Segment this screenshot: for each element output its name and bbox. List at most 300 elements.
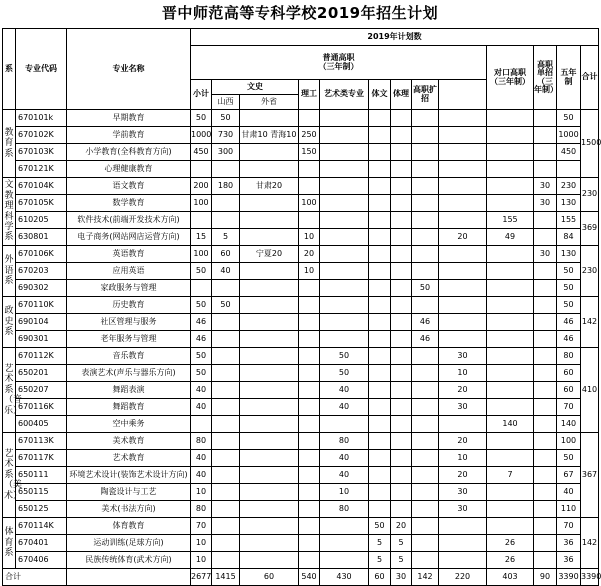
value-cell-sub: 10 (191, 484, 212, 501)
value-cell-dz (487, 178, 534, 195)
value-cell-sx: 300 (212, 144, 240, 161)
value-cell-tl (391, 484, 412, 501)
value-cell-tw (369, 484, 391, 501)
major-name-cell: 表演艺术(声乐与器乐方向) (67, 365, 191, 382)
value-cell-sx (212, 501, 240, 518)
value-cell-tl (391, 314, 412, 331)
header-code: 专业代码 (16, 29, 67, 110)
value-cell-out (240, 229, 299, 246)
value-cell-kz (412, 518, 439, 535)
value-cell-ys (320, 178, 369, 195)
value-cell-hj: 40 (557, 484, 581, 501)
value-cell-dz (487, 433, 534, 450)
value-cell-sx: 50 (212, 110, 240, 127)
value-cell-dz (487, 110, 534, 127)
value-cell-hj (557, 161, 581, 178)
value-cell-dz (487, 280, 534, 297)
value-cell-out (240, 484, 299, 501)
value-cell-out (240, 280, 299, 297)
value-cell-sub: 50 (191, 263, 212, 280)
value-cell-hj: 36 (557, 552, 581, 569)
value-cell-ys: 40 (320, 399, 369, 416)
value-cell-tw (369, 399, 391, 416)
value-cell-wn (534, 399, 557, 416)
value-cell-sub: 10 (191, 552, 212, 569)
value-cell-dz (487, 501, 534, 518)
value-cell-dk (439, 416, 487, 433)
value-cell-sub: 1000 (191, 127, 212, 144)
totals-label: 合计 (3, 569, 67, 586)
value-cell-wn (534, 110, 557, 127)
major-code-cell: 670105K (16, 195, 67, 212)
totals-blank (67, 569, 191, 586)
value-cell-hj: 84 (557, 229, 581, 246)
totals-cell-dk: 220 (439, 569, 487, 586)
value-cell-out (240, 161, 299, 178)
value-cell-wn (534, 144, 557, 161)
value-cell-wn: 30 (534, 246, 557, 263)
value-cell-ys (320, 314, 369, 331)
value-cell-sx: 5 (212, 229, 240, 246)
header-tili: 体理 (391, 80, 412, 110)
major-name-cell: 舞蹈教育 (67, 399, 191, 416)
major-code-cell: 670101k (16, 110, 67, 127)
value-cell-sx: 180 (212, 178, 240, 195)
value-cell-tl (391, 399, 412, 416)
dept-total-cell: 142 (581, 297, 599, 348)
value-cell-out (240, 348, 299, 365)
dept-total-cell: 1500 (581, 110, 599, 178)
major-name-cell: 环境艺术设计(装饰艺术设计方向) (67, 467, 191, 484)
value-cell-dz (487, 297, 534, 314)
header-tiwen: 体文 (369, 80, 391, 110)
value-cell-sx (212, 399, 240, 416)
value-cell-sx (212, 518, 240, 535)
major-name-cell: 英语教育 (67, 246, 191, 263)
major-name-cell: 美术(书法方向) (67, 501, 191, 518)
table-row (3, 297, 599, 314)
value-cell-ys: 40 (320, 450, 369, 467)
value-cell-kz (412, 195, 439, 212)
totals-cell-hj: 3390 (557, 569, 581, 586)
value-cell-dk (439, 280, 487, 297)
value-cell-out (240, 297, 299, 314)
value-cell-sub: 200 (191, 178, 212, 195)
value-cell-wn (534, 229, 557, 246)
value-cell-tl: 5 (391, 552, 412, 569)
value-cell-ys: 80 (320, 501, 369, 518)
value-cell-hj: 1000 (557, 127, 581, 144)
value-cell-lg (299, 467, 320, 484)
table-row (3, 501, 599, 518)
value-cell-wn (534, 450, 557, 467)
major-name-cell: 运动训练(足球方向) (67, 535, 191, 552)
value-cell-kz (412, 246, 439, 263)
value-cell-tw (369, 450, 391, 467)
value-cell-ys (320, 161, 369, 178)
value-cell-wn (534, 297, 557, 314)
major-name-cell: 体育教育 (67, 518, 191, 535)
value-cell-tw (369, 161, 391, 178)
value-cell-out (240, 331, 299, 348)
major-name-cell: 舞蹈表演 (67, 382, 191, 399)
value-cell-wn (534, 501, 557, 518)
header-major: 专业名称 (67, 29, 191, 110)
major-name-cell: 音乐教育 (67, 348, 191, 365)
value-cell-dz: 140 (487, 416, 534, 433)
value-cell-tw (369, 501, 391, 518)
header-wenshi: 文史 (212, 80, 299, 95)
value-cell-tl (391, 365, 412, 382)
major-name-cell: 家政服务与管理 (67, 280, 191, 297)
value-cell-hj: 50 (557, 450, 581, 467)
value-cell-kz (412, 297, 439, 314)
major-name-cell: 早期教育 (67, 110, 191, 127)
table-row (3, 144, 599, 161)
value-cell-tw (369, 212, 391, 229)
value-cell-out: 宁夏20 (240, 246, 299, 263)
dept-cell: 艺术系（音乐） (3, 348, 16, 433)
value-cell-kz (412, 263, 439, 280)
value-cell-tw (369, 314, 391, 331)
value-cell-hj: 140 (557, 416, 581, 433)
value-cell-kz (412, 229, 439, 246)
value-cell-ys (320, 246, 369, 263)
value-cell-ys (320, 535, 369, 552)
value-cell-sub: 450 (191, 144, 212, 161)
value-cell-hj: 230 (557, 178, 581, 195)
value-cell-lg (299, 501, 320, 518)
table-row (3, 348, 599, 365)
table-body (3, 110, 599, 586)
value-cell-ys (320, 416, 369, 433)
value-cell-tl (391, 348, 412, 365)
major-name-cell: 心理健康教育 (67, 161, 191, 178)
value-cell-kz (412, 433, 439, 450)
value-cell-out (240, 552, 299, 569)
value-cell-sx (212, 195, 240, 212)
value-cell-kz: 46 (412, 331, 439, 348)
value-cell-sub (191, 212, 212, 229)
table-row (3, 433, 599, 450)
value-cell-tw (369, 144, 391, 161)
major-code-cell: 670121K (16, 161, 67, 178)
value-cell-ys: 80 (320, 433, 369, 450)
value-cell-lg (299, 484, 320, 501)
value-cell-lg (299, 110, 320, 127)
value-cell-dk: 30 (439, 484, 487, 501)
value-cell-hj: 155 (557, 212, 581, 229)
dept-cell: 政史系 (3, 297, 16, 348)
value-cell-wn: 30 (534, 195, 557, 212)
value-cell-out (240, 535, 299, 552)
major-code-cell: 670112K (16, 348, 67, 365)
value-cell-lg (299, 518, 320, 535)
header-duikou: 对口高职 （三年制） (487, 46, 534, 110)
major-name-cell: 历史教育 (67, 297, 191, 314)
value-cell-dk: 20 (439, 433, 487, 450)
value-cell-dz: 155 (487, 212, 534, 229)
value-cell-out (240, 212, 299, 229)
value-cell-ys (320, 280, 369, 297)
value-cell-dk (439, 144, 487, 161)
value-cell-dz (487, 399, 534, 416)
table-row (3, 195, 599, 212)
value-cell-sub: 100 (191, 195, 212, 212)
value-cell-ys (320, 297, 369, 314)
value-cell-ys (320, 195, 369, 212)
table-row (3, 246, 599, 263)
value-cell-tw (369, 246, 391, 263)
value-cell-tw (369, 331, 391, 348)
value-cell-wn: 30 (534, 178, 557, 195)
value-cell-ys (320, 552, 369, 569)
table-row (3, 399, 599, 416)
value-cell-dk: 30 (439, 501, 487, 518)
value-cell-sub: 46 (191, 314, 212, 331)
value-cell-sub (191, 161, 212, 178)
major-code-cell: 670401 (16, 535, 67, 552)
value-cell-dz (487, 246, 534, 263)
value-cell-hj: 450 (557, 144, 581, 161)
value-cell-tw (369, 416, 391, 433)
value-cell-dz: 49 (487, 229, 534, 246)
value-cell-out (240, 518, 299, 535)
value-cell-wn (534, 484, 557, 501)
value-cell-wn (534, 127, 557, 144)
value-cell-sub (191, 416, 212, 433)
value-cell-lg (299, 297, 320, 314)
value-cell-hj: 46 (557, 314, 581, 331)
header-subtotal: 小计 (191, 80, 212, 110)
value-cell-dz (487, 348, 534, 365)
value-cell-hj: 80 (557, 348, 581, 365)
value-cell-lg (299, 450, 320, 467)
major-code-cell: 670113K (16, 433, 67, 450)
value-cell-wn (534, 263, 557, 280)
table-row (3, 314, 599, 331)
table-row (3, 552, 599, 569)
value-cell-dz (487, 263, 534, 280)
value-cell-lg: 150 (299, 144, 320, 161)
value-cell-wn (534, 365, 557, 382)
value-cell-tl (391, 382, 412, 399)
value-cell-wn (534, 552, 557, 569)
value-cell-dk (439, 297, 487, 314)
value-cell-sx (212, 161, 240, 178)
value-cell-wn (534, 518, 557, 535)
value-cell-kz (412, 161, 439, 178)
totals-cell-out: 60 (240, 569, 299, 586)
value-cell-hj: 36 (557, 535, 581, 552)
totals-cell-kz: 142 (412, 569, 439, 586)
major-name-cell: 语文教育 (67, 178, 191, 195)
value-cell-dk: 20 (439, 467, 487, 484)
table-row (3, 229, 599, 246)
value-cell-wn (534, 433, 557, 450)
value-cell-sub: 40 (191, 450, 212, 467)
value-cell-sub: 80 (191, 501, 212, 518)
value-cell-hj: 50 (557, 280, 581, 297)
major-code-cell: 670102K (16, 127, 67, 144)
value-cell-dk (439, 518, 487, 535)
header-general-vocational: 普通高职 （三年制） (191, 46, 487, 80)
table-header (3, 29, 599, 110)
dept-cell: 艺术系（美术） (3, 433, 16, 518)
value-cell-tw (369, 195, 391, 212)
header-five-year: 五年制 (557, 46, 581, 110)
table-row (3, 416, 599, 433)
major-code-cell: 670103K (16, 144, 67, 161)
major-code-cell: 600405 (16, 416, 67, 433)
value-cell-wn (534, 314, 557, 331)
major-code-cell: 670406 (16, 552, 67, 569)
value-cell-kz: 46 (412, 314, 439, 331)
table-row (3, 450, 599, 467)
value-cell-out (240, 416, 299, 433)
value-cell-dz (487, 195, 534, 212)
value-cell-sx (212, 535, 240, 552)
header-shanxi: 山西 (212, 95, 240, 110)
value-cell-out (240, 450, 299, 467)
value-cell-sub: 100 (191, 246, 212, 263)
value-cell-hj: 60 (557, 365, 581, 382)
value-cell-hj: 50 (557, 110, 581, 127)
totals-cell-sx: 1415 (212, 569, 240, 586)
value-cell-lg (299, 280, 320, 297)
value-cell-tl (391, 501, 412, 518)
header-art: 艺术类专业 (320, 80, 369, 110)
value-cell-kz (412, 450, 439, 467)
value-cell-dk (439, 552, 487, 569)
value-cell-hj: 100 (557, 433, 581, 450)
totals-cell-wn: 90 (534, 569, 557, 586)
value-cell-lg: 250 (299, 127, 320, 144)
table-row (3, 382, 599, 399)
header-plan-group: 2019年计划数 (191, 29, 599, 46)
value-cell-sx (212, 552, 240, 569)
totals-cell-sub: 2677 (191, 569, 212, 586)
value-cell-hj: 130 (557, 246, 581, 263)
value-cell-ys: 50 (320, 365, 369, 382)
value-cell-tw (369, 110, 391, 127)
major-code-cell: 650125 (16, 501, 67, 518)
value-cell-sx (212, 331, 240, 348)
value-cell-lg (299, 178, 320, 195)
value-cell-wn (534, 467, 557, 484)
value-cell-dz: 26 (487, 535, 534, 552)
value-cell-tl (391, 450, 412, 467)
totals-grand-cell: 3390 (581, 569, 599, 586)
value-cell-sx (212, 416, 240, 433)
major-name-cell: 美术教育 (67, 433, 191, 450)
value-cell-dk (439, 246, 487, 263)
value-cell-sx: 60 (212, 246, 240, 263)
dept-cell: 外语系 (3, 246, 16, 297)
value-cell-sx (212, 280, 240, 297)
value-cell-tl (391, 195, 412, 212)
value-cell-lg (299, 314, 320, 331)
value-cell-tl (391, 229, 412, 246)
value-cell-sx (212, 314, 240, 331)
value-cell-tw (369, 178, 391, 195)
value-cell-lg (299, 212, 320, 229)
value-cell-wn (534, 416, 557, 433)
value-cell-tw: 50 (369, 518, 391, 535)
value-cell-hj: 60 (557, 382, 581, 399)
major-code-cell: 690301 (16, 331, 67, 348)
table-row (3, 127, 599, 144)
value-cell-tl (391, 212, 412, 229)
value-cell-kz (412, 365, 439, 382)
value-cell-sx: 40 (212, 263, 240, 280)
value-cell-kz (412, 416, 439, 433)
value-cell-lg (299, 535, 320, 552)
value-cell-ys: 40 (320, 467, 369, 484)
value-cell-tw (369, 127, 391, 144)
value-cell-dk (439, 212, 487, 229)
value-cell-out (240, 144, 299, 161)
value-cell-hj: 110 (557, 501, 581, 518)
major-code-cell: 670117K (16, 450, 67, 467)
value-cell-kz (412, 382, 439, 399)
totals-cell-tw: 60 (369, 569, 391, 586)
table-row (3, 331, 599, 348)
value-cell-out (240, 195, 299, 212)
value-cell-ys (320, 212, 369, 229)
value-cell-tl (391, 246, 412, 263)
value-cell-sx (212, 365, 240, 382)
header-expansion: 高职扩招 (412, 80, 439, 110)
value-cell-kz (412, 501, 439, 518)
value-cell-lg (299, 382, 320, 399)
major-code-cell: 670110K (16, 297, 67, 314)
value-cell-kz (412, 399, 439, 416)
major-code-cell: 690302 (16, 280, 67, 297)
dept-total-cell: 230 (581, 246, 599, 297)
value-cell-dz (487, 144, 534, 161)
value-cell-sub: 80 (191, 433, 212, 450)
value-cell-lg (299, 399, 320, 416)
value-cell-lg: 100 (299, 195, 320, 212)
value-cell-tl (391, 297, 412, 314)
value-cell-sub (191, 280, 212, 297)
value-cell-kz: 50 (412, 280, 439, 297)
major-name-cell: 社区管理与服务 (67, 314, 191, 331)
value-cell-dz (487, 161, 534, 178)
totals-cell-ys: 430 (320, 569, 369, 586)
value-cell-hj: 67 (557, 467, 581, 484)
header-dept: 系 (3, 29, 16, 110)
dept-total-cell: 369 (581, 212, 599, 246)
table-row (3, 212, 599, 229)
value-cell-sx (212, 484, 240, 501)
value-cell-sub: 70 (191, 518, 212, 535)
table-row (3, 518, 599, 535)
value-cell-tw (369, 229, 391, 246)
dept-total-cell: 230 (581, 178, 599, 212)
table-row (3, 263, 599, 280)
value-cell-tw (369, 263, 391, 280)
value-cell-hj: 50 (557, 263, 581, 280)
value-cell-wn (534, 161, 557, 178)
value-cell-ys (320, 331, 369, 348)
value-cell-dk (439, 161, 487, 178)
value-cell-out (240, 263, 299, 280)
value-cell-kz (412, 127, 439, 144)
value-cell-kz (412, 212, 439, 229)
value-cell-dz: 26 (487, 552, 534, 569)
